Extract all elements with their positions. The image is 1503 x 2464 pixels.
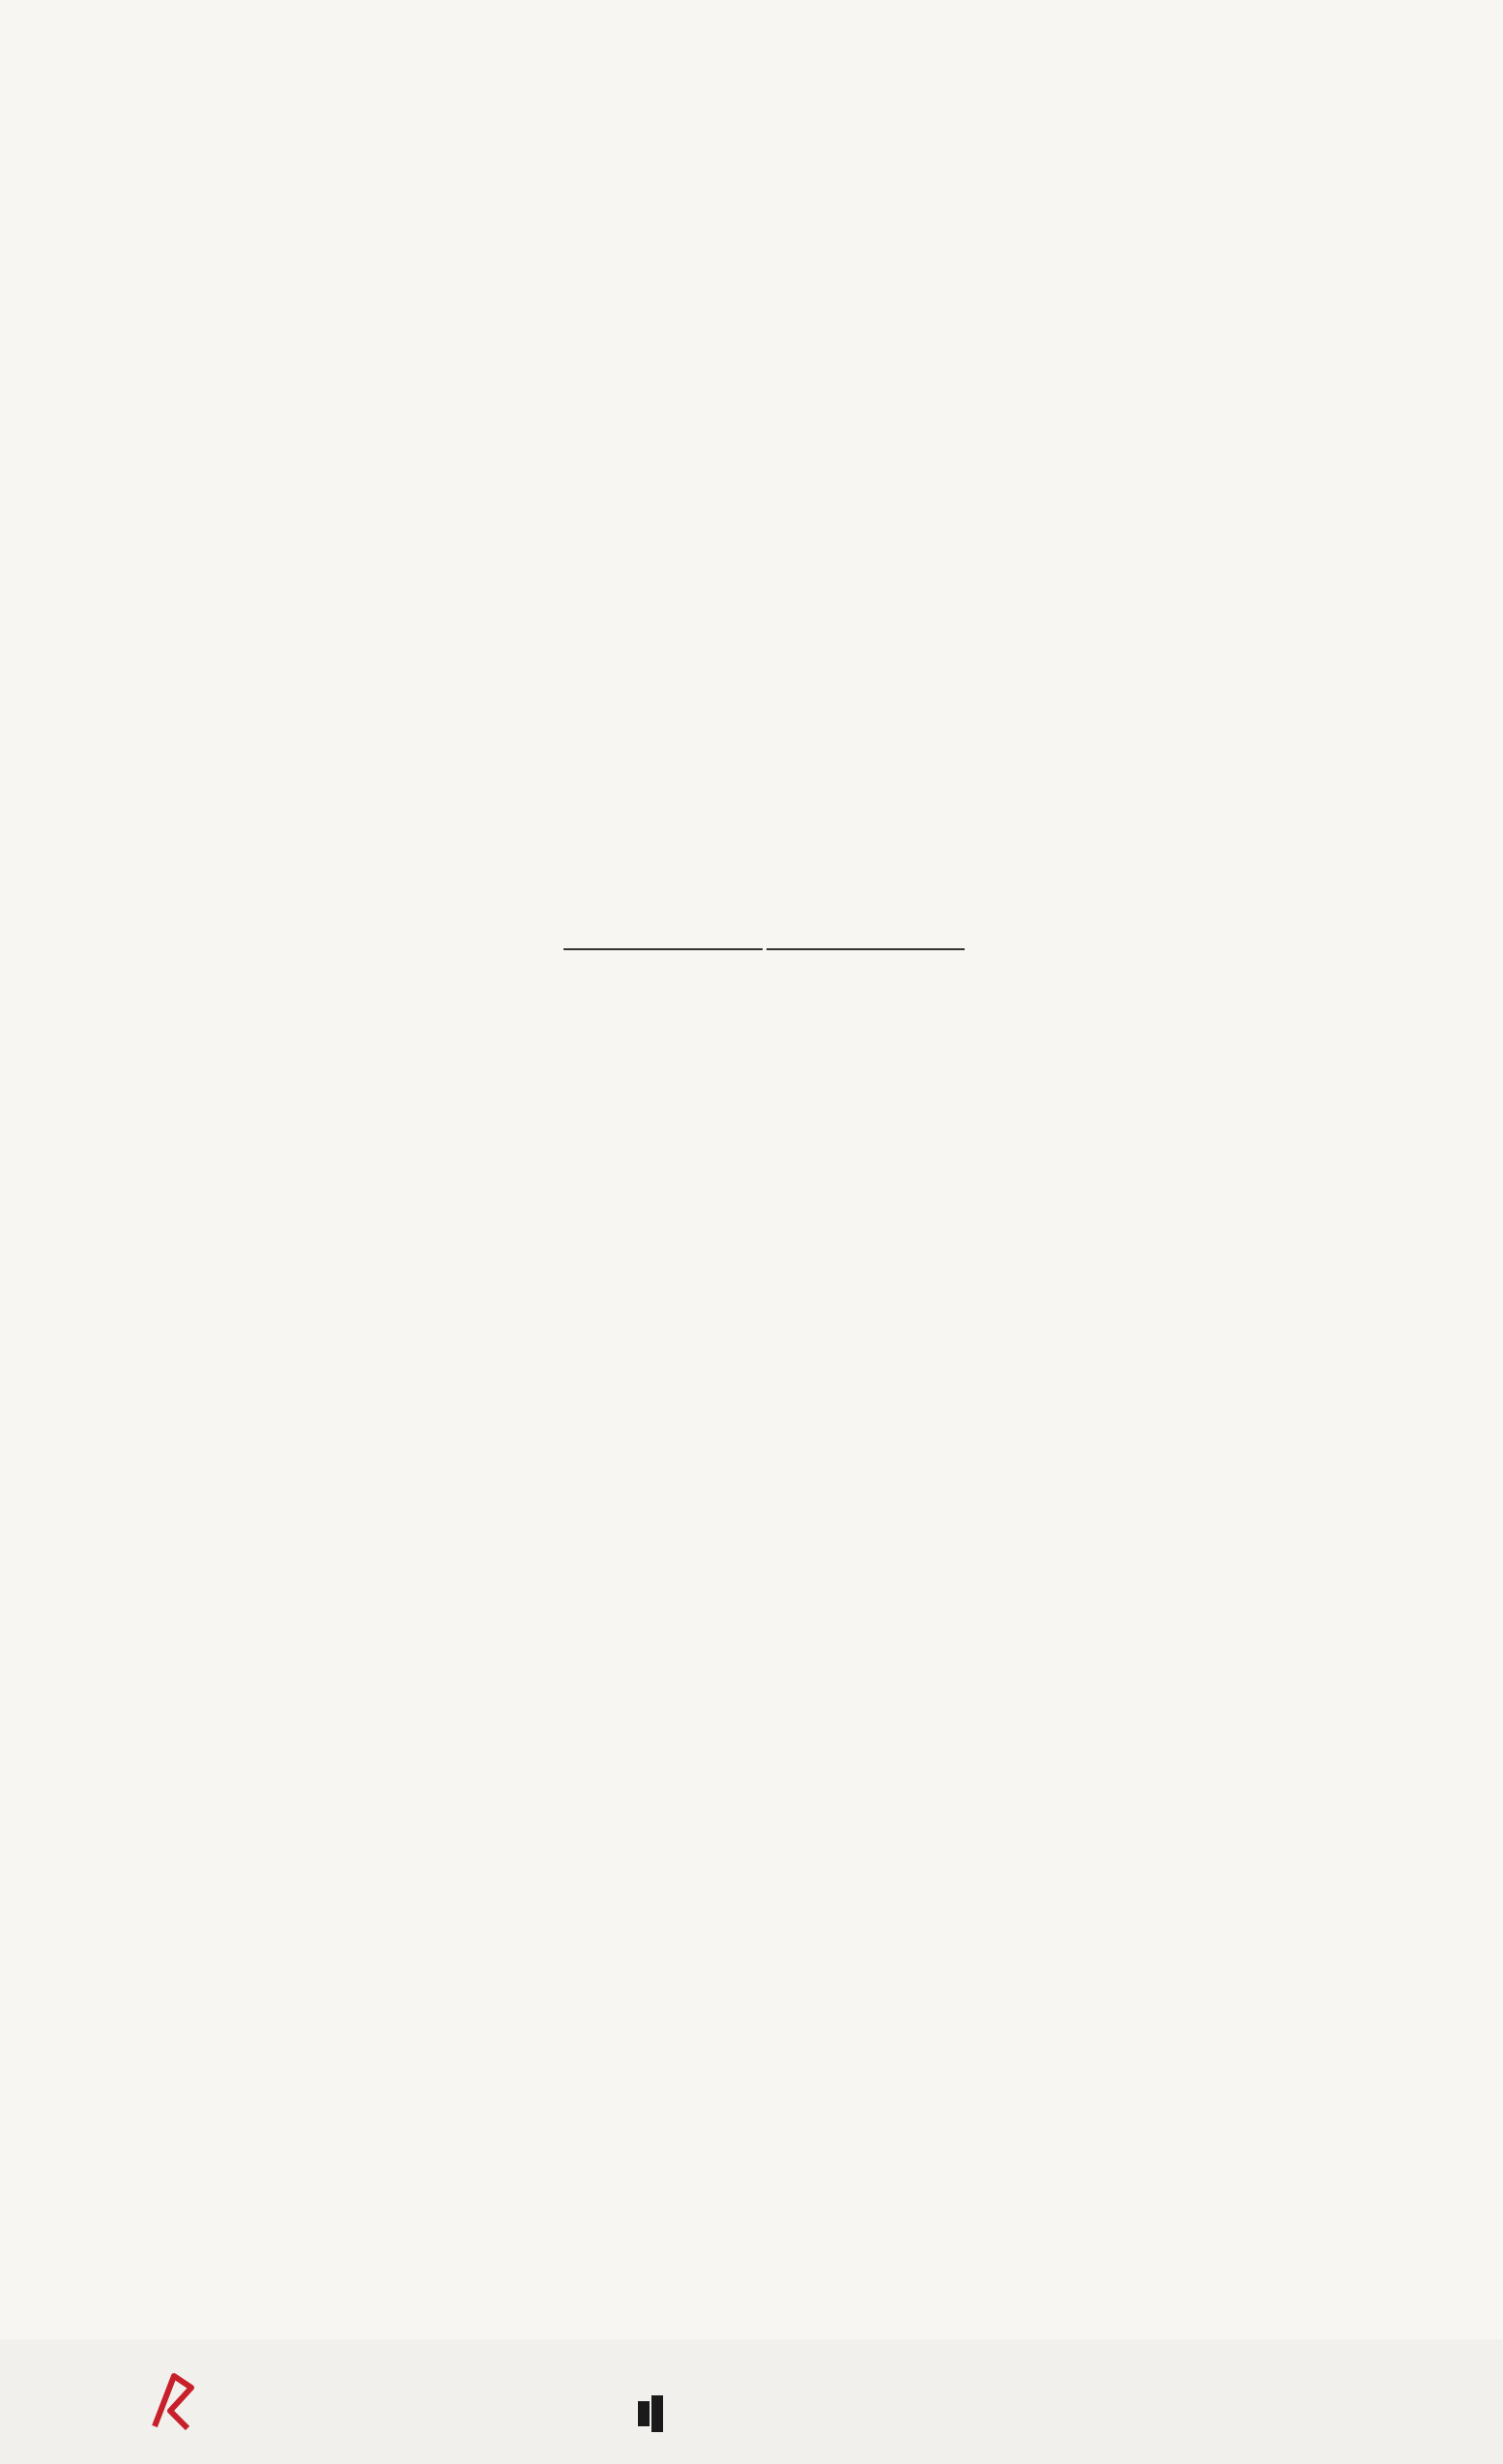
kunstbibliothek-logo-icon [638, 2395, 665, 2432]
section-divider [564, 947, 965, 951]
heidelberg-logo-icon [145, 2368, 203, 2436]
divider-rule-left [564, 948, 763, 950]
divider-rule-right [766, 948, 966, 950]
page-footer [0, 2339, 1503, 2464]
